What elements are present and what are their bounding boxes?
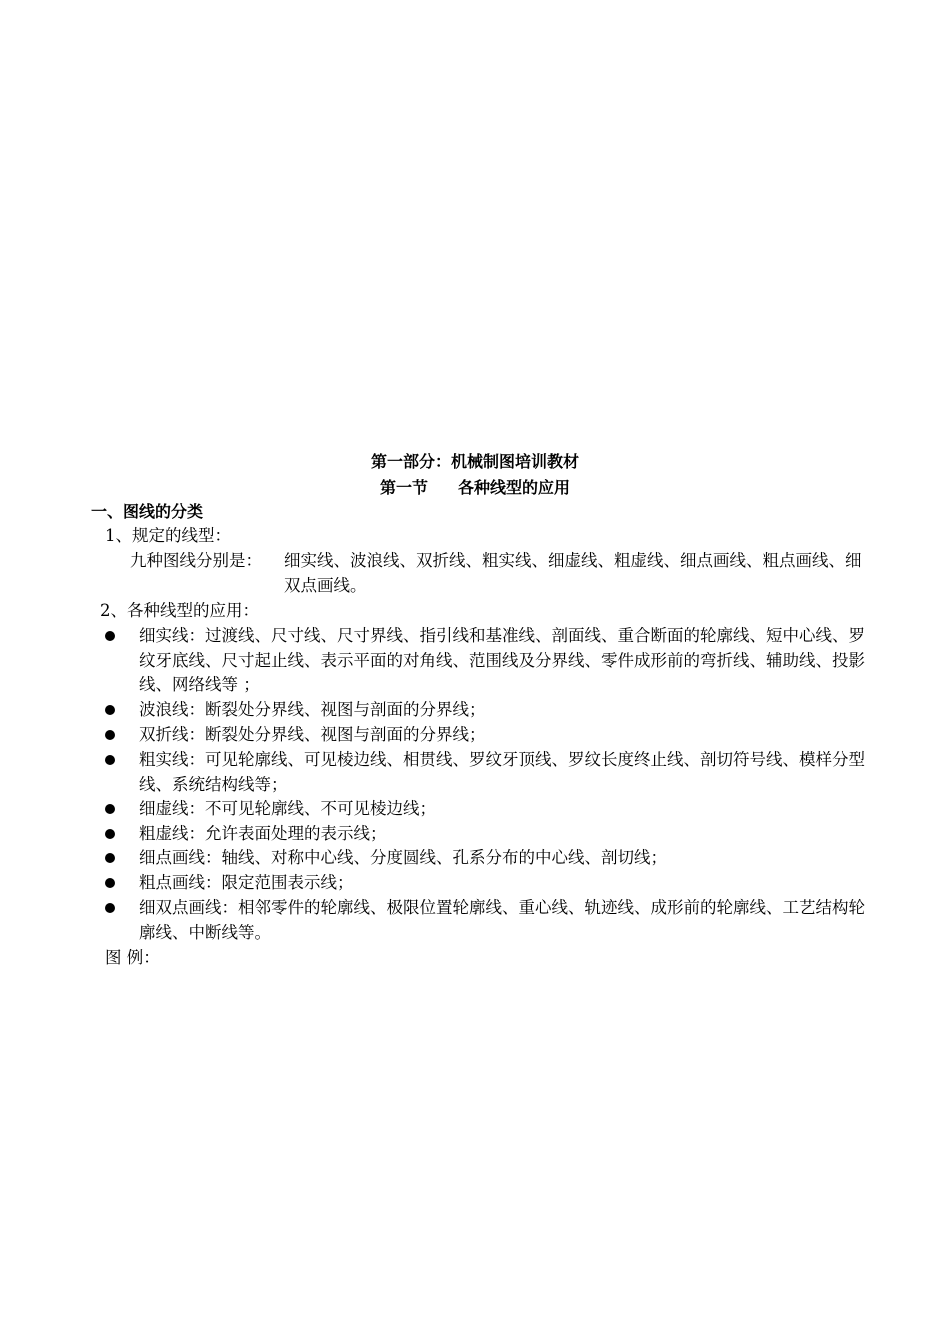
bullet-dot [105,903,115,913]
list-item: 粗虚线：允许表面处理的表示线； [139,824,387,843]
list-item: 波浪线：断裂处分界线、视图与剖面的分界线； [139,700,486,719]
section-title [0,476,950,500]
list-item: 细点画线：轴线、对称中心线、分度圆线、孔系分布的中心线、剖切线； [139,848,667,867]
bullet-dot [105,730,115,740]
list-item: 细实线：过渡线、尺寸线、尺寸界线、指引线和基准线、剖面线、重合断面的轮廓线、短中心线、罗纹牙底线、尺寸起止线、表示平面的对角线、范围线及分界线、零件成形前的弯折线、辅助线、投影线、网络线等 ； [139,626,865,694]
bullet-dot [105,829,115,839]
list-item: 细虚线：不可见轮廓线、不可见棱边线； [139,799,436,818]
bullet-dot [105,804,115,814]
list-item: 粗点画线：限定范围表示线； [139,873,354,892]
list-item: 双折线：断裂处分界线、视图与剖面的分界线； [139,725,486,744]
nine-types-text: 细实线、波浪线、双折线、粗实线、细虚线、粗虚线、细点画线、粗点画线、细双点画线。 [284,551,862,595]
bullet-dot [105,755,115,765]
bullet-dot [105,853,115,863]
bullet-dot [105,705,115,715]
nine-types-label: 九种图线分别是： [130,551,262,570]
bullet-dot [105,631,115,641]
section-number: 第一节 [379,478,428,497]
bullet-dot [105,878,115,888]
list-item: 粗实线：可见轮廓线、可见棱边线、相贯线、罗纹牙顶线、罗纹长度终止线、剖切符号线、模样分型线、系统结构线等； [139,750,865,794]
document-title: 第一部分：机械制图培训教材 [370,452,579,471]
subheading-line-types: 1、规定的线型： [105,526,231,545]
section-name: 各种线型的应用 [458,478,571,497]
subheading-line-usage: 2、各种线型的应用： [100,601,259,620]
chapter-heading: 一、图线的分类 [91,502,204,521]
list-item: 细双点画线：相邻零件的轮廓线、极限位置轮廓线、重心线、轨迹线、成形前的轮廓线、工艺结构轮廓线、中断线等。 [139,898,865,942]
legend-label: 图 例： [105,948,160,967]
